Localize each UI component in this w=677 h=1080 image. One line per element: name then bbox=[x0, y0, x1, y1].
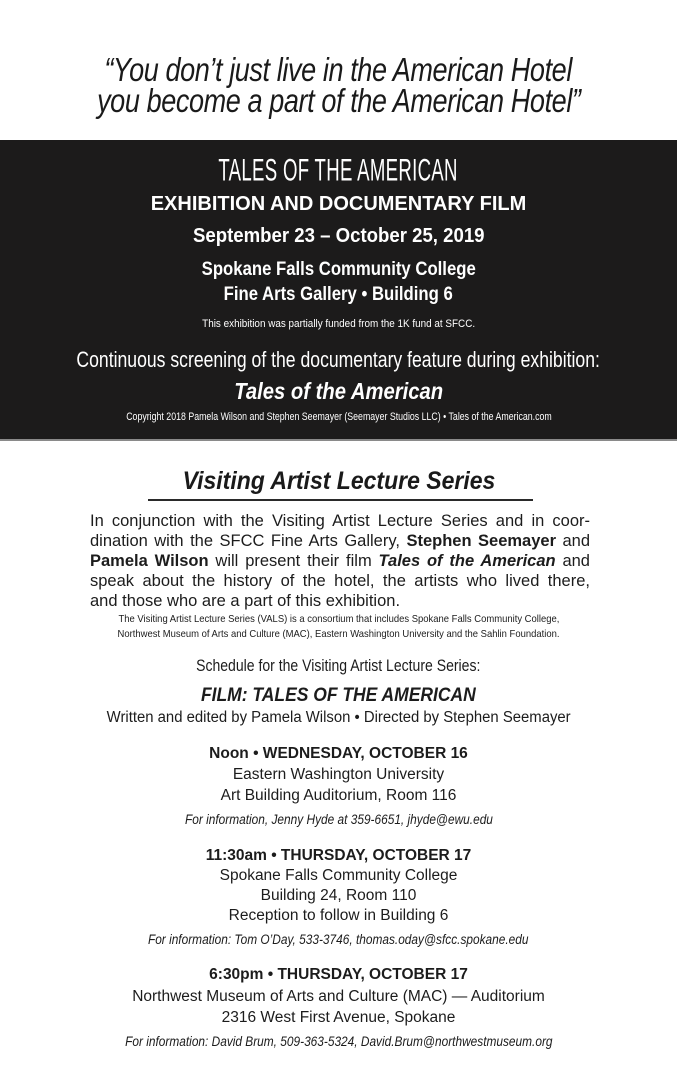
paragraph-text: and bbox=[556, 532, 591, 550]
paragraph-text: In conjunction with the Visiting Artist Lecture Series and in coor- bbox=[90, 512, 590, 530]
event-2-info-text: For information: Tom O’Day, 533-3746, thomas.oday@sfcc.spokane.edu bbox=[148, 932, 529, 947]
event-1-line-1 bbox=[0, 766, 677, 784]
event-2-line-2-text: Building 24, Room 110 bbox=[260, 887, 417, 904]
event-1-line-1-text: Eastern Washington University bbox=[232, 766, 445, 783]
film-credits bbox=[0, 709, 677, 727]
banner-venue-1-text: Spokane Falls Community College bbox=[201, 259, 476, 280]
paragraph-line bbox=[90, 571, 590, 591]
event-2-info bbox=[0, 932, 677, 947]
banner-copyright bbox=[0, 411, 677, 423]
event-3-line-1-text: Northwest Museum of Arts and Culture (MAC) — Auditorium bbox=[132, 988, 545, 1005]
paragraph-line bbox=[90, 511, 590, 531]
banner-film-title-text: Tales of the American bbox=[234, 378, 443, 404]
paragraph-text: and bbox=[555, 552, 590, 570]
film-credits-text: Written and edited by Pamela Wilson • Directed by Stephen Seemayer bbox=[106, 709, 571, 726]
banner-funding-note bbox=[0, 318, 677, 330]
event-1-info bbox=[0, 812, 677, 827]
banner-title bbox=[0, 154, 677, 188]
banner-film-title bbox=[0, 378, 677, 405]
vals-note-line-2 bbox=[0, 628, 677, 640]
event-3-when bbox=[0, 966, 677, 984]
banner-copyright-text: Copyright 2018 Pamela Wilson and Stephen Seemayer (Seemayer Studios LLC) • Tales of the American.com bbox=[125, 411, 552, 423]
event-2-line-1 bbox=[0, 867, 677, 885]
paragraph-text: dination with the SFCC Fine Arts Gallery, bbox=[90, 532, 407, 550]
paragraph-text: speak about the history of the hotel, the artists who lived there, bbox=[90, 572, 590, 590]
banner-title-text: TALES OF THE AMERICAN bbox=[218, 153, 459, 188]
lecture-heading bbox=[0, 467, 677, 496]
event-3-line-1 bbox=[0, 988, 677, 1006]
event-1-line-2 bbox=[0, 787, 677, 805]
banner-screening-note bbox=[0, 347, 677, 373]
paragraph-line bbox=[90, 531, 590, 551]
film-heading bbox=[0, 685, 677, 707]
banner-dates-text: September 23 – October 25, 2019 bbox=[192, 225, 485, 247]
paragraph-line bbox=[90, 591, 590, 611]
film-title-inline: Tales of the American bbox=[378, 552, 556, 570]
event-3-when-text: 6:30pm • THURSDAY, OCTOBER 17 bbox=[209, 966, 468, 983]
banner-funding-note-text: This exhibition was partially funded from the 1K fund at SFCC. bbox=[202, 318, 475, 330]
banner-venue-2 bbox=[0, 284, 677, 306]
banner-screening-note-text: Continuous screening of the documentary feature during exhibition: bbox=[76, 347, 601, 372]
lecture-heading-text: Visiting Artist Lecture Series bbox=[182, 467, 495, 495]
event-1-info-text: For information, Jenny Hyde at 359-6651, jhyde@ewu.edu bbox=[184, 812, 493, 827]
banner-subtitle bbox=[0, 193, 677, 216]
event-3-info bbox=[0, 1034, 677, 1049]
schedule-label-text: Schedule for the Visiting Artist Lecture Series: bbox=[196, 657, 481, 675]
artist-name-wilson: Pamela Wilson bbox=[90, 552, 209, 570]
quote-line-2 bbox=[0, 82, 677, 120]
vals-note-line-1 bbox=[0, 613, 677, 625]
event-1-when-text: Noon • WEDNESDAY, OCTOBER 16 bbox=[209, 745, 468, 762]
quote-text-1: “You don’t just live in the American Hotel bbox=[104, 51, 573, 88]
heading-underline bbox=[148, 499, 533, 501]
event-2-when bbox=[0, 847, 677, 865]
lecture-paragraph bbox=[90, 511, 590, 611]
event-2-line-1-text: Spokane Falls Community College bbox=[219, 867, 458, 884]
event-2-line-3 bbox=[0, 907, 677, 925]
event-1-line-2-text: Art Building Auditorium, Room 116 bbox=[220, 787, 457, 804]
paragraph-text: will present their film bbox=[208, 552, 379, 570]
event-2-line-2 bbox=[0, 887, 677, 905]
paragraph-text: and those who are a part of this exhibition. bbox=[90, 592, 401, 610]
event-3-info-text: For information: David Brum, 509-363-5324, David.Brum@northwestmuseum.org bbox=[124, 1034, 553, 1049]
quote-text-2: you become a part of the American Hotel” bbox=[96, 82, 581, 119]
event-1-when bbox=[0, 745, 677, 763]
event-3-line-2 bbox=[0, 1009, 677, 1027]
film-heading-text: FILM: TALES OF THE AMERICAN bbox=[201, 685, 476, 706]
paragraph-line bbox=[90, 551, 590, 571]
banner-venue-1 bbox=[0, 259, 677, 281]
event-2-when-text: 11:30am • THURSDAY, OCTOBER 17 bbox=[205, 847, 472, 864]
banner-subtitle-text: EXHIBITION AND DOCUMENTARY FILM bbox=[150, 193, 527, 215]
banner-venue-2-text: Fine Arts Gallery • Building 6 bbox=[223, 284, 454, 305]
vals-note-text-2: Northwest Museum of Arts and Culture (MAC), Eastern Washington University and the Sahlin Foundation. bbox=[117, 628, 560, 640]
event-3-line-2-text: 2316 West First Avenue, Spokane bbox=[221, 1009, 456, 1026]
vals-note-text-1: The Visiting Artist Lecture Series (VALS) is a consortium that includes Spokane Falls Community College, bbox=[118, 613, 559, 625]
schedule-label bbox=[0, 657, 677, 676]
event-2-line-3-text: Reception to follow in Building 6 bbox=[228, 907, 449, 924]
banner-dates bbox=[0, 225, 677, 248]
artist-name-seemayer: Stephen Seemayer bbox=[406, 532, 556, 550]
